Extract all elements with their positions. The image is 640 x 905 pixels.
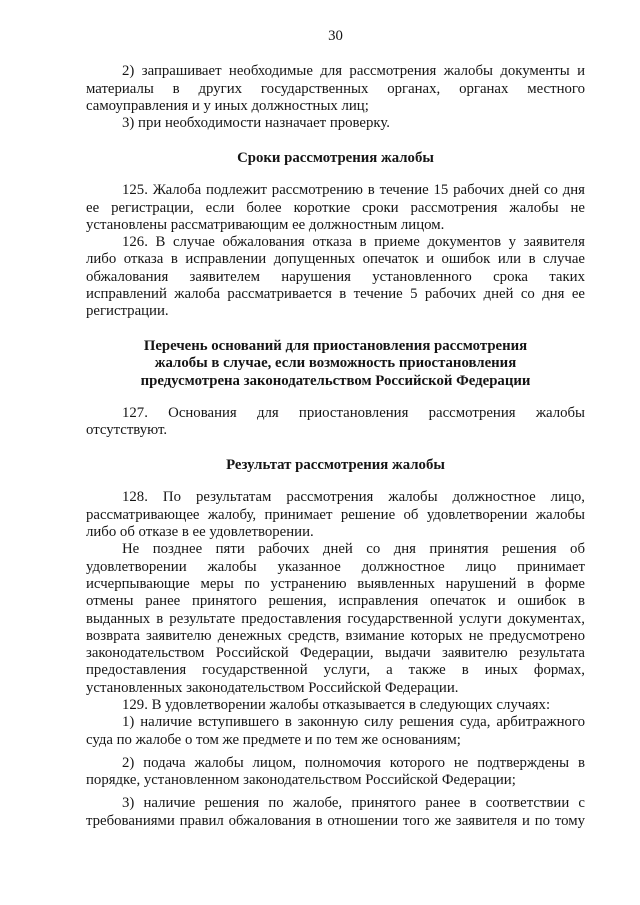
text-line: 3) при необходимости назначает проверку.: [122, 115, 390, 132]
text-line: самоуправления и у иных должностных лиц;: [86, 97, 369, 114]
continued-list-item-3: [86, 115, 585, 132]
text-line: удовлетворении жалобы указанное должностное лицо принимает: [86, 558, 585, 575]
text-line: законодательством Российской Федерации, выдачи заявителю результата: [86, 645, 585, 662]
text-line: обжалования заявителем нарушения установленного срока таких: [86, 268, 585, 285]
text-line: регистрации.: [86, 303, 169, 320]
section-review-deadlines: [86, 150, 585, 321]
text-line: установлены рассматривающим ее должностным лицом.: [86, 216, 445, 233]
text-line: предоставления государственной услуги, а также в иных формах,: [86, 662, 585, 679]
heading-line: Перечень оснований для приостановления рассмотрения: [143, 338, 528, 355]
document-body: [86, 63, 585, 830]
text-line: требованиями правил обжалования в отношении того же заявителя и по тому: [86, 812, 585, 829]
refusal-case-1: [86, 714, 585, 749]
text-line: либо об отказе в ее удовлетворении.: [86, 524, 314, 541]
page-number: 30: [328, 28, 343, 45]
paragraph-129: [86, 697, 585, 714]
text-line: рассматривающее жалобу, принимает решение об удовлетворении жалобы: [86, 506, 585, 523]
text-line: 126. В случае обжалования отказа в приеме документов у заявителя: [122, 234, 585, 251]
text-line: 1) наличие вступившего в законную силу решения суда, арбитражного: [122, 714, 585, 731]
paragraph-125: [86, 182, 585, 234]
heading-line: Сроки рассмотрения жалобы: [237, 149, 434, 166]
paragraph-127: [86, 405, 585, 440]
text-line: суда по жалобе о том же предмете и по тем же основаниям;: [86, 731, 461, 748]
text-line: установленных законодательством Российской Федерации.: [86, 679, 459, 696]
heading-line: жалобы в случае, если возможность приостановления: [154, 355, 517, 372]
text-line: 2) запрашивает необходимые для рассмотрения жалобы документы и: [122, 63, 585, 80]
text-line: 128. По результатам рассмотрения жалобы должностное лицо,: [122, 489, 585, 506]
text-line: 2) подача жалобы лицом, полномочия которого не подтверждены в: [122, 754, 585, 771]
text-line: отсутствуют.: [86, 422, 168, 439]
refusal-case-3: [86, 795, 585, 830]
section-heading: [86, 150, 585, 167]
text-line: отмены ранее принятого решения, исправления опечаток и ошибок в: [86, 593, 585, 610]
paragraph-128-continuation: [86, 541, 585, 697]
paragraph-128: [86, 489, 585, 541]
section-heading: [86, 338, 585, 390]
refusal-case-2: [86, 755, 585, 790]
heading-line: предусмотрена законодательством Российской Федерации: [140, 372, 531, 389]
text-line: 125. Жалоба подлежит рассмотрению в течение 15 рабочих дней со дня: [122, 182, 585, 199]
section-review-result: [86, 457, 585, 830]
text-line: исправлений жалоба рассматривается в течение 5 рабочих дней со дня ее: [86, 286, 585, 303]
text-line: порядке, установленном законодательством Российской Федерации;: [86, 772, 516, 789]
text-line: исчерпывающие меры по устранению выявленных нарушений в форме: [86, 575, 585, 592]
paragraph-126: [86, 234, 585, 320]
text-line: выданных в результате предоставления государственной услуги документах,: [86, 610, 585, 627]
text-line: либо отказа в исправлении допущенных опечаток и ошибок или в случае: [86, 251, 585, 268]
text-line: 129. В удовлетворении жалобы отказывается в следующих случаях:: [122, 697, 551, 713]
section-suspension-grounds: [86, 338, 585, 439]
heading-line: Результат рассмотрения жалобы: [226, 457, 445, 474]
text-line: ее регистрации, если более короткие сроки рассмотрения жалобы не: [86, 199, 585, 216]
text-line: Не позднее пяти рабочих дней со дня принятия решения об: [122, 541, 585, 558]
text-line: материалы в других государственных органах, органах местного: [86, 80, 585, 97]
section-heading: [86, 457, 585, 474]
text-line: 127. Основания для приостановления рассмотрения жалобы: [122, 405, 585, 422]
text-line: возврата заявителю денежных средств, взимание которых не предусмотрено: [86, 627, 585, 644]
continued-list-item-2: [86, 63, 585, 115]
text-line: 3) наличие решения по жалобе, принятого ранее в соответствии с: [122, 795, 585, 812]
